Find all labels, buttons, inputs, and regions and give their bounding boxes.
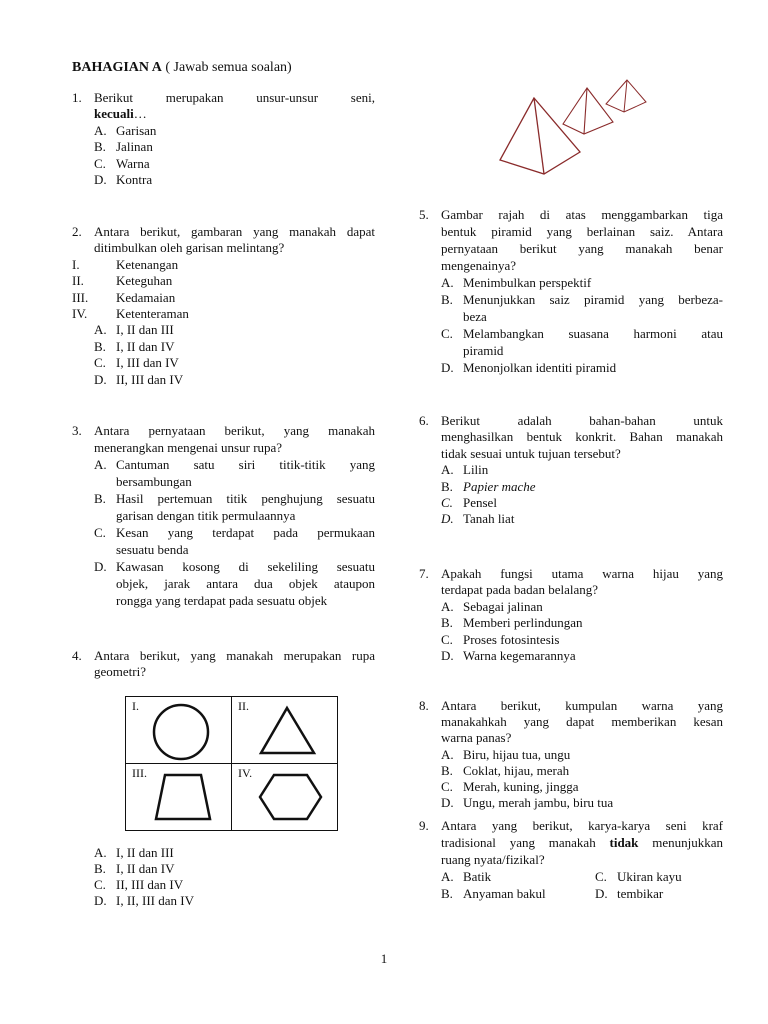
option-d[interactable]: D. Kawasan kosong di sekeliling sesuatu objek, jarak antara dua objek ataupon rongga yang terdapat pada sesuatu objek [94,559,375,608]
section-heading: BAHAGIAN A ( Jawab semua soalan) [72,60,292,75]
option-a[interactable]: A. Biru, hijau tua, ungu [441,746,571,762]
shapes-table [125,696,338,831]
option-c[interactable]: C. Pensel [441,495,497,511]
option-c[interactable]: C. Proses fotosintesis [441,631,560,647]
roman-item: II. Keteguhan [72,273,173,289]
option-a[interactable]: A. I, II dan III [94,845,174,860]
option-c[interactable]: C. Kesan yang terdapat pada permukaan sesuatu benda [94,525,375,557]
option-a[interactable]: A. I, II dan III [94,322,174,338]
option-d[interactable]: D. II, III dan IV [94,371,184,387]
option-a[interactable]: A. Menimbulkan perspektif [441,275,592,290]
page-number: 1 [380,951,388,966]
option-a[interactable]: A. Cantuman satu siri titik-titik yang bersambungan [94,457,375,489]
question-1: 1. Berikut merupakan unsur-unsur seni, kecuali… A. Garisan B. Jalinan C. Warna D. Kontra [72,90,375,188]
option-b[interactable]: B. Papier mache [441,478,536,494]
pyramid-small-icon [606,80,646,112]
option-a[interactable]: A. Batik [441,869,492,884]
option-row [441,885,723,902]
option-c[interactable]: C. II, III dan IV [94,877,184,892]
shape-cell-4: IV. [232,764,338,831]
pyramid-medium-icon [563,88,613,134]
option-row [441,868,723,885]
shape-cell-1: I. [126,697,232,764]
option-b[interactable]: B. Anyaman bakul [441,886,546,901]
option-b[interactable]: B. Coklat, hijau, merah [441,762,570,778]
pyramid-large-icon [500,98,580,174]
question-4-options [72,845,375,909]
shape-cell-3: III. [126,764,232,831]
option-b[interactable]: B. Jalinan [94,139,153,155]
option-c[interactable]: C. Warna [94,155,150,171]
question-5: 5. Gambar rajah di atas menggambarkan tiga bentuk piramid yang berlainan saiz. Antara pernyataan berikut yang manakah benar mengenainya? A. Menimbulkan perspektif B. Menunjukkan saiz piramid yang berbeza- beza C. Melambangkan suasana harmoni atau piramid D. Menonjolkan identiti piramid [419,207,723,375]
option-c[interactable]: C. Ukiran kayu [595,869,682,884]
option-a[interactable]: A. Sebagai jalinan [441,598,543,614]
option-b[interactable]: B. Menunjukkan saiz piramid yang berbeza- beza [441,292,723,324]
question-7: 7. Apakah fungsi utama warna hijau yang terdapat pada badan belalang? A. Sebagai jalinan B. Memberi perlindungan C. Proses fotosintesis D. Warna kegemarannya [419,566,723,664]
roman-item: III. Kedamaian [72,289,176,305]
option-d[interactable]: D. Menonjolkan identiti piramid [441,360,617,375]
circle-icon [126,697,232,763]
question-6: 6. Berikut adalah bahan-bahan untuk menghasilkan bentuk konkrit. Bahan manakah tidak sesuai untuk tujuan tersebut? A. Lilin B. Papier mache C. Pensel D. Tanah liat [419,413,723,527]
option-c[interactable]: C. I, III dan IV [94,355,179,371]
question-9: 9. Antara yang berikut, karya-karya seni kraf tradisional yang manakah tidak menunjukkan ruang nyata/fizikal? A. Batik C. Ukiran kayu B. Anyaman bakul D. tembikar [419,818,723,901]
option-b[interactable]: B. Hasil pertemuan titik penghujung sesuatu garisan dengan titik permulaannya [94,491,375,523]
question-8: 8. Antara berikut, kumpulan warna yang manakahkah yang dapat memberikan kesan warna panas? A. Biru, hijau tua, ungu B. Coklat, hijau, merah C. Merah, kuning, jingga D. Ungu, merah jambu, biru tua [419,698,723,811]
option-d[interactable]: D. I, II, III dan IV [94,893,194,908]
option-b[interactable]: B. I, II dan IV [94,338,175,354]
roman-item: IV. Ketenteraman [72,306,189,322]
option-d[interactable]: D. Warna kegemarannya [441,648,576,664]
shape-cell-2: II. [232,697,338,764]
option-d[interactable]: D. Tanah liat [441,511,515,527]
option-d[interactable]: D. Kontra [94,172,153,188]
option-c[interactable]: C. Merah, kuning, jingga [441,779,579,795]
question-2: 2. Antara berikut, gambaran yang manakah dapat ditimbulkan oleh garisan melintang? I. Ketenangan II. Keteguhan III. Kedamaian IV. Ketenteraman A. I, II dan III B. I, II dan IV C. I, III dan IV D. II, III dan IV [72,224,375,387]
hexagon-icon [232,764,338,830]
option-a[interactable]: A. Garisan [94,122,157,138]
option-a[interactable]: A. Lilin [441,462,489,478]
option-d[interactable]: D. Ungu, merah jambu, biru tua [441,795,614,811]
pyramids-illustration [496,74,676,178]
option-d[interactable]: D. tembikar [595,886,664,901]
option-b[interactable]: B. I, II dan IV [94,861,175,876]
roman-item: I. Ketenangan [72,256,179,272]
option-c[interactable]: C. Melambangkan suasana harmoni atau piramid [441,326,723,358]
option-b[interactable]: B. Memberi perlindungan [441,615,583,631]
trapezoid-icon [126,764,232,830]
triangle-icon [232,697,338,763]
question-4: 4. Antara berikut, yang manakah merupakan rupa geometri? [72,648,375,680]
question-3: 3. Antara pernyataan berikut, yang manakah menerangkan mengenai unsur rupa? A. Cantuman satu siri titik-titik yang bersambungan B. Hasil pertemuan titik penghujung sesuatu garisan dengan titik permulaannya C. Kesan yang terdapat pada permukaan sesuatu benda D. Kawasan kosong di sekeliling sesuatu objek, jarak antara dua objek ataupon rongga yang terdapat pada sesuatu objek [72,423,375,608]
